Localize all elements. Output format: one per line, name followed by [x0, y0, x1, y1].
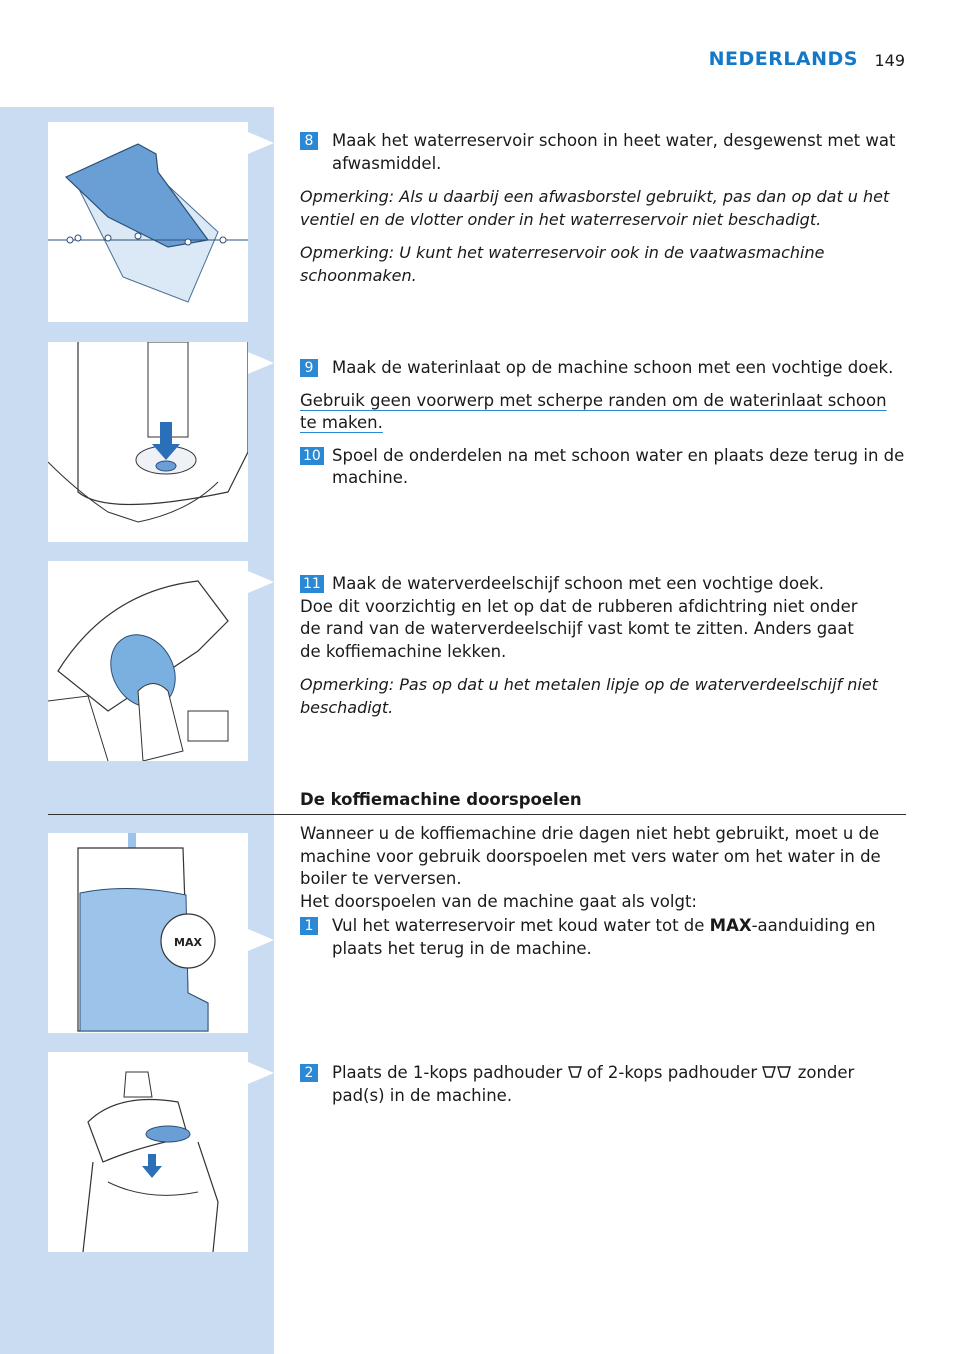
step-11-block	[300, 573, 906, 719]
one-cup-pad-holder-icon	[568, 1065, 582, 1079]
max-label: MAX	[174, 936, 202, 949]
page-number: 149	[874, 51, 905, 70]
step-number-badge: 9	[300, 359, 318, 377]
step-number-badge: 8	[300, 132, 318, 150]
water-inlet-illustration	[48, 342, 248, 542]
warning-text: Gebruik geen voorwerp met scherpe randen om de waterinlaat schoon te maken.	[300, 390, 887, 432]
note: Opmerking: Pas op dat u het metalen lipje op de waterverdeelschijf niet beschadigt.	[300, 675, 878, 717]
panel-pointer	[248, 1062, 274, 1084]
section-divider	[48, 814, 906, 815]
step-8-block	[300, 130, 906, 287]
flush-step-2	[300, 1062, 906, 1107]
note: Opmerking: U kunt het waterreservoir ook in de vaatwasmachine schoonmaken.	[300, 243, 825, 285]
flush-step-2-block	[300, 1062, 906, 1107]
step-9-block	[300, 357, 906, 490]
step-number-badge: 10	[300, 447, 324, 465]
panel-pointer	[248, 352, 274, 374]
step-text-pre: Vul het waterreservoir met koud water tot de	[332, 916, 710, 935]
step-number-badge: 2	[300, 1064, 318, 1082]
step-8	[300, 130, 906, 175]
step-11	[300, 573, 906, 596]
max-marking: MAX	[709, 916, 752, 935]
step-number-badge: 1	[300, 917, 318, 935]
flush-step-1	[300, 915, 906, 960]
step-9	[300, 357, 906, 380]
panel-pointer	[248, 929, 274, 951]
step-text: Maak de waterinlaat op de machine schoon met een vochtige doek.	[332, 358, 894, 377]
reservoir-max-illustration	[48, 833, 248, 1033]
step-text: Maak het waterreservoir schoon in heet water, desgewenst met wat afwasmiddel.	[332, 131, 896, 173]
intro-paragraph: Wanneer u de koffiemachine drie dagen niet hebt gebruikt, moet u de machine voor gebruik doorspoelen met vers water om het water in de boiler te verversen.	[300, 824, 881, 888]
panel-pointer	[248, 571, 274, 593]
step-text-pre: Plaats de 1-kops padhouder	[332, 1063, 568, 1082]
step-10	[300, 445, 906, 490]
two-cup-pad-holder-icon	[762, 1065, 792, 1079]
step-text-post: zonder pad(s) in de machine.	[332, 1063, 855, 1105]
step-text: Spoel de onderdelen na met schoon water en plaats deze terug in de machine.	[332, 445, 905, 487]
panel-pointer	[248, 132, 274, 154]
reservoir-wash-illustration	[48, 122, 248, 322]
step-text-post: -aanduiding en plaats het terug in de machine.	[332, 916, 876, 958]
section-intro	[300, 823, 906, 960]
language-label: NEDERLANDS	[708, 48, 858, 70]
note: Opmerking: Als u daarbij een afwasborstel gebruikt, pas dan op dat u het ventiel en de vlotter onder in het waterreservoir niet beschadigt.	[300, 187, 890, 229]
step-body: Doe dit voorzichtig en let op dat de rubberen afdichtring niet onder de rand van de waterverdeelschijf vast komt te zitten. Anders gaat de koffiemachine lekken.	[300, 596, 858, 661]
intro-paragraph: Het doorspoelen van de machine gaat als volgt:	[300, 891, 697, 911]
pad-holder-illustration	[48, 1052, 248, 1252]
step-number-badge: 11	[300, 575, 324, 593]
water-disc-illustration	[48, 561, 248, 761]
step-text: Maak de waterverdeelschijf schoon met een vochtige doek.	[332, 574, 825, 593]
step-text-mid: of 2-kops padhouder	[581, 1063, 763, 1082]
section-title: De koffiemachine doorspoelen	[300, 790, 582, 809]
